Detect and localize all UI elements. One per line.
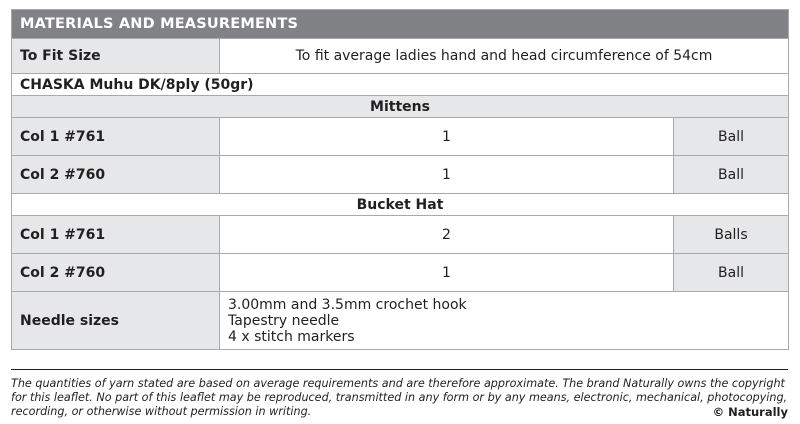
table-row	[12, 254, 789, 292]
colour-label: Col 1 #761	[12, 216, 220, 254]
section-header-row	[12, 10, 789, 39]
group-title: Mittens	[12, 96, 789, 118]
fit-size-value: To fit average ladies hand and head circumference of 54cm	[220, 39, 789, 74]
table-row	[12, 118, 789, 156]
table-row	[12, 216, 789, 254]
yarn-name: CHASKA Muhu DK/8ply (50gr)	[12, 74, 789, 96]
group-header-bucket-hat	[12, 194, 789, 216]
quantity-value: 1	[220, 156, 674, 194]
needle-line: 3.00mm and 3.5mm crochet hook	[228, 296, 467, 313]
colour-label: Col 2 #760	[12, 156, 220, 194]
footer	[11, 369, 788, 419]
colour-label: Col 1 #761	[12, 118, 220, 156]
group-title: Bucket Hat	[12, 194, 789, 216]
unit-value: Ball	[674, 156, 789, 194]
fit-size-row	[12, 39, 789, 74]
unit-value: Balls	[674, 216, 789, 254]
group-header-mittens	[12, 96, 789, 118]
table-row	[12, 156, 789, 194]
needle-sizes-list	[220, 292, 789, 350]
needle-line: Tapestry needle	[228, 312, 340, 329]
copyright-disclaimer: The quantities of yarn stated are based on average requirements and are therefore approximate. The brand Naturally owns the copyright for this leaflet. No part of this leaflet may be reproduced, transmitted in any form or by any means, electronic, mechanical, photocopying, recording, or otherwise without permission in writing.	[11, 377, 788, 418]
fit-size-label: To Fit Size	[12, 39, 220, 74]
unit-value: Ball	[674, 254, 789, 292]
colour-label: Col 2 #760	[12, 254, 220, 292]
yarn-row	[12, 74, 789, 96]
needle-line: 4 x stitch markers	[228, 328, 355, 345]
materials-table	[11, 9, 789, 350]
quantity-value: 1	[220, 254, 674, 292]
needle-sizes-row	[12, 292, 789, 350]
needle-sizes-label: Needle sizes	[12, 292, 220, 350]
quantity-value: 2	[220, 216, 674, 254]
section-title: MATERIALS AND MEASUREMENTS	[12, 10, 789, 39]
materials-sheet	[11, 9, 788, 350]
copyright-mark: © Naturally	[712, 405, 788, 419]
unit-value: Ball	[674, 118, 789, 156]
quantity-value: 1	[220, 118, 674, 156]
